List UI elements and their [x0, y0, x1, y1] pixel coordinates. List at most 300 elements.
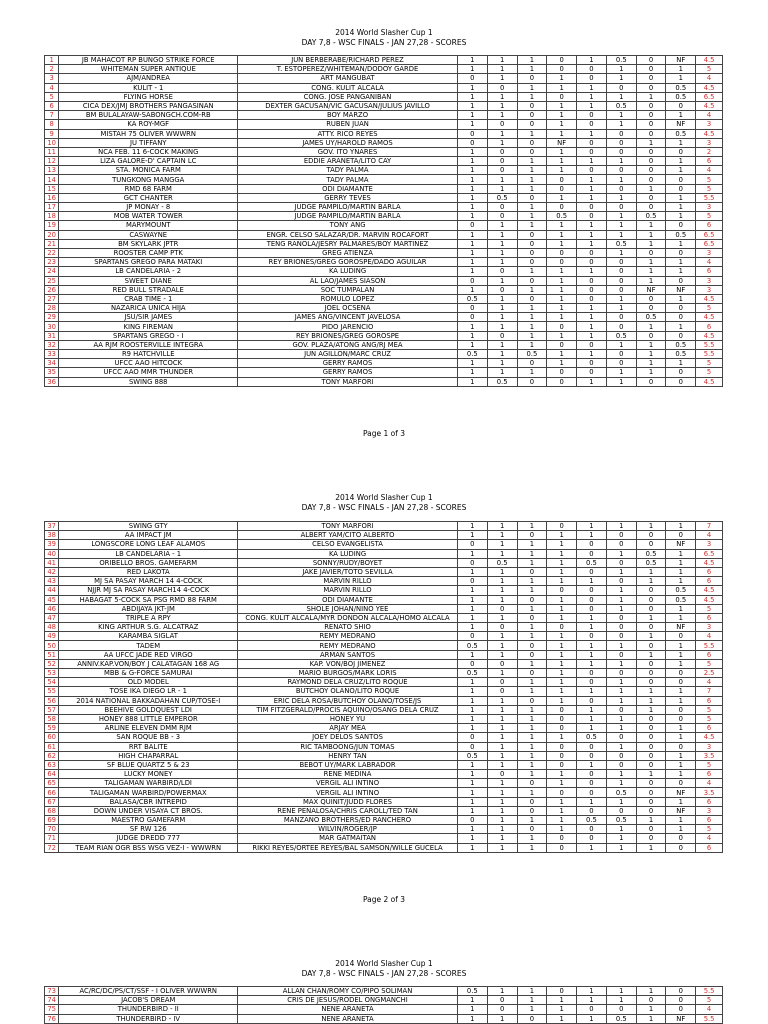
total-score: 3: [696, 276, 723, 285]
fight-1: 1: [457, 843, 487, 852]
fight-3: 0: [517, 120, 547, 129]
fight-2: 0: [487, 659, 517, 668]
fight-2: 1: [487, 714, 517, 723]
fight-6: 0: [606, 267, 636, 276]
total-score: 5: [696, 65, 723, 74]
total-score: 5: [696, 714, 723, 723]
entry-name: SAN ROQUE BB - 3: [59, 733, 238, 742]
table-row: [45, 285, 723, 294]
fight-3: 1: [517, 549, 547, 558]
fight-5: 1: [577, 184, 607, 193]
fight-8: 0: [666, 705, 696, 714]
fight-4: 0: [547, 751, 577, 760]
table-row: [45, 751, 723, 760]
fight-1: 1: [457, 359, 487, 368]
fight-4: 1: [547, 276, 577, 285]
fight-3: 0: [517, 613, 547, 622]
fight-2: 1: [487, 1014, 517, 1023]
fight-5: 1: [577, 304, 607, 313]
table-row: [45, 669, 723, 678]
owner-name: KA LUDING: [238, 549, 458, 558]
total-score: 4.5: [696, 558, 723, 567]
row-number: 33: [45, 350, 59, 359]
total-score: 5: [696, 175, 723, 184]
fight-5: 1: [577, 331, 607, 340]
total-score: 5: [696, 705, 723, 714]
fight-8: 1: [666, 760, 696, 769]
fight-1: 0: [457, 659, 487, 668]
entry-name: KARAMBA SIGLAT: [59, 632, 238, 641]
table-row: [45, 987, 723, 996]
total-score: 5: [696, 212, 723, 221]
fight-3: 1: [517, 540, 547, 549]
owner-name: RIC TAMBOONG/JUN TOMAS: [238, 742, 458, 751]
fight-5: 0: [577, 595, 607, 604]
fight-5: 1: [577, 129, 607, 138]
fight-1: 1: [457, 650, 487, 659]
fight-6: 0: [606, 650, 636, 659]
total-score: 4.5: [696, 313, 723, 322]
fight-6: 1: [606, 340, 636, 349]
fight-2: 1: [487, 586, 517, 595]
fight-7: 0: [636, 111, 666, 120]
fight-6: 0: [606, 733, 636, 742]
entry-name: TADEM: [59, 641, 238, 650]
table-row: [45, 724, 723, 733]
fight-4: 0: [547, 843, 577, 852]
fight-7: 0: [636, 331, 666, 340]
fight-5: 0: [577, 586, 607, 595]
row-number: 43: [45, 577, 59, 586]
row-number: 55: [45, 687, 59, 696]
fight-4: 0: [547, 623, 577, 632]
fight-1: 1: [457, 724, 487, 733]
table-row: [45, 779, 723, 788]
owner-name: TIM FITZGERALD/PROCIS AQUINO/OSANG DELA CRUZ: [238, 705, 458, 714]
owner-name: SOC TUMPALAN: [238, 285, 458, 294]
owner-name: AL LAO/JAMES SIASON: [238, 276, 458, 285]
fight-4: 0: [547, 705, 577, 714]
fight-6: 1: [606, 641, 636, 650]
table-row: [45, 733, 723, 742]
entry-name: BALASA/CBR INTREPID: [59, 797, 238, 806]
fight-6: 0.5: [606, 816, 636, 825]
total-score: 5: [696, 184, 723, 193]
fight-8: 1: [666, 239, 696, 248]
fight-4: 1: [547, 669, 577, 678]
row-number: 48: [45, 623, 59, 632]
fight-4: 1: [547, 147, 577, 156]
entry-name: ARLINE ELEVEN DMM RJM: [59, 724, 238, 733]
fight-2: 1: [487, 641, 517, 650]
fight-8: 0: [666, 377, 696, 386]
entry-name: WHITEMAN SUPER ANTIQUE: [59, 65, 238, 74]
fight-7: 0: [636, 714, 666, 723]
fight-3: 1: [517, 65, 547, 74]
fight-7: 0: [636, 531, 666, 540]
row-number: 38: [45, 531, 59, 540]
fight-8: NF: [666, 623, 696, 632]
fight-1: 1: [457, 604, 487, 613]
table-row: [45, 696, 723, 705]
fight-8: 0: [666, 742, 696, 751]
entry-name: TEAM RIAN OGR BSS WSG VEZ-I - WWWRN: [59, 843, 238, 852]
fight-2: 1: [487, 843, 517, 852]
fight-5: 0: [577, 294, 607, 303]
row-number: 73: [45, 987, 59, 996]
fight-6: 1: [606, 595, 636, 604]
fight-4: 1: [547, 101, 577, 110]
fight-4: 1: [547, 996, 577, 1005]
fight-8: 0: [666, 987, 696, 996]
total-score: 6: [696, 221, 723, 230]
fight-2: 1: [487, 987, 517, 996]
fight-6: 0: [606, 751, 636, 760]
fight-1: 1: [457, 825, 487, 834]
entry-name: BM BULALAYAW-SABONGCH.COM-RB: [59, 111, 238, 120]
fight-7: 0.5: [636, 558, 666, 567]
fight-8: 1: [666, 267, 696, 276]
fight-1: 1: [457, 522, 487, 531]
owner-name: ROMULO LOPEZ: [238, 294, 458, 303]
fight-2: 1: [487, 760, 517, 769]
row-number: 41: [45, 558, 59, 567]
entry-name: TRIPLE A RPY: [59, 613, 238, 622]
fight-4: 0: [547, 368, 577, 377]
entry-name: DOWN UNDER VISAYA CT BROS.: [59, 806, 238, 815]
row-number: 25: [45, 276, 59, 285]
row-number: 74: [45, 996, 59, 1005]
fight-4: 1: [547, 678, 577, 687]
table-row: [45, 248, 723, 257]
owner-name: ODI DIAMANTE: [238, 184, 458, 193]
fight-6: 0: [606, 623, 636, 632]
owner-name: TONY MARFORI: [238, 377, 458, 386]
fight-2: 0: [487, 687, 517, 696]
row-number: 65: [45, 779, 59, 788]
fight-6: 0: [606, 632, 636, 641]
fight-8: 1: [666, 193, 696, 202]
owner-name: JUDGE PAMPILO/MARTIN BARLA: [238, 212, 458, 221]
fight-3: 1: [517, 788, 547, 797]
fight-6: 1: [606, 567, 636, 576]
fight-6: 1: [606, 193, 636, 202]
fight-1: 1: [457, 770, 487, 779]
owner-name: ARJAY MEA: [238, 724, 458, 733]
owner-name: ERIC DELA ROSA/BUTCHOY OLANO/TOSE/JS: [238, 696, 458, 705]
fight-4: 0: [547, 724, 577, 733]
total-score: 3: [696, 138, 723, 147]
row-number: 59: [45, 724, 59, 733]
fight-2: 1: [487, 239, 517, 248]
fight-7: 0: [636, 83, 666, 92]
row-number: 70: [45, 825, 59, 834]
fight-1: 0: [457, 742, 487, 751]
total-score: 4.5: [696, 56, 723, 65]
table-row: [45, 586, 723, 595]
fight-7: 1: [636, 987, 666, 996]
owner-name: TONY ANG: [238, 221, 458, 230]
owner-name: JAMES ANG/VINCENT JAVELOSA: [238, 313, 458, 322]
fight-8: 1: [666, 770, 696, 779]
fight-3: 0: [517, 239, 547, 248]
fight-1: 1: [457, 714, 487, 723]
fight-7: 0: [636, 806, 666, 815]
fight-6: 1: [606, 678, 636, 687]
fight-2: 1: [487, 74, 517, 83]
owner-name: JUN BERBERABE/RICHARD PEREZ: [238, 56, 458, 65]
table-row: [45, 659, 723, 668]
fight-1: 1: [457, 696, 487, 705]
entry-name: ABDIJAYA JKT-JM: [59, 604, 238, 613]
fight-6: 1: [606, 304, 636, 313]
fight-4: 1: [547, 331, 577, 340]
fight-1: 1: [457, 322, 487, 331]
fight-6: 1: [606, 230, 636, 239]
owner-name: KA LUDING: [238, 267, 458, 276]
total-score: 6: [696, 797, 723, 806]
row-number: 47: [45, 613, 59, 622]
fight-4: 0: [547, 586, 577, 595]
fight-8: 1: [666, 322, 696, 331]
total-score: 6: [696, 843, 723, 852]
fight-5: 0: [577, 138, 607, 147]
fight-4: 1: [547, 549, 577, 558]
owner-name: HENRY TAN: [238, 751, 458, 760]
entry-name: OLD MODEL: [59, 678, 238, 687]
table-row: [45, 157, 723, 166]
fight-6: 1: [606, 157, 636, 166]
total-score: 6.5: [696, 239, 723, 248]
fight-7: 0: [636, 760, 666, 769]
fight-1: 1: [457, 779, 487, 788]
total-score: 4.5: [696, 595, 723, 604]
fight-7: 0: [636, 724, 666, 733]
fight-6: 1: [606, 92, 636, 101]
fight-8: 1: [666, 733, 696, 742]
entry-name: MJ SA PASAY MARCH 14 4-COCK: [59, 577, 238, 586]
fight-2: 0: [487, 1005, 517, 1014]
fight-6: 1: [606, 586, 636, 595]
fight-5: 0: [577, 285, 607, 294]
fight-4: 0: [547, 203, 577, 212]
fight-7: 1: [636, 816, 666, 825]
owner-name: ATTY. RICO REYES: [238, 129, 458, 138]
fight-8: 0: [666, 313, 696, 322]
fight-7: 1: [636, 632, 666, 641]
fight-4: 1: [547, 294, 577, 303]
fight-8: 0: [666, 331, 696, 340]
fight-1: 1: [457, 549, 487, 558]
fight-7: 1: [636, 696, 666, 705]
fight-7: 0: [636, 175, 666, 184]
fight-1: 1: [457, 760, 487, 769]
total-score: 4.5: [696, 101, 723, 110]
fight-4: 0: [547, 322, 577, 331]
fight-4: 1: [547, 313, 577, 322]
table-row: [45, 230, 723, 239]
fight-6: 1: [606, 65, 636, 74]
fight-3: 0.5: [517, 350, 547, 359]
fight-1: 1: [457, 184, 487, 193]
table-row: [45, 193, 723, 202]
fight-5: 0: [577, 806, 607, 815]
fight-4: 1: [547, 359, 577, 368]
fight-7: 0: [636, 779, 666, 788]
table-row: [45, 350, 723, 359]
fight-6: 1: [606, 111, 636, 120]
owner-name: JAKE JAVIER/TOTO SEVILLA: [238, 567, 458, 576]
fight-5: 0: [577, 368, 607, 377]
fight-7: 0: [636, 56, 666, 65]
total-score: 4.5: [696, 733, 723, 742]
table-row: [45, 613, 723, 622]
entry-name: SWEET DIANE: [59, 276, 238, 285]
table-row: [45, 92, 723, 101]
total-score: 6: [696, 770, 723, 779]
fight-4: 1: [547, 816, 577, 825]
fight-3: 0: [517, 138, 547, 147]
fight-8: 1: [666, 650, 696, 659]
entry-name: CICA DEX/JMJ BROTHERS PANGASINAN: [59, 101, 238, 110]
fight-5: 1: [577, 1014, 607, 1023]
fight-2: 1: [487, 248, 517, 257]
total-score: 4: [696, 678, 723, 687]
fight-4: 1: [547, 696, 577, 705]
fight-1: 1: [457, 368, 487, 377]
fight-4: 1: [547, 604, 577, 613]
fight-3: 1: [517, 203, 547, 212]
entry-name: THUNDERBIRD - II: [59, 1005, 238, 1014]
fight-8: 0: [666, 184, 696, 193]
fight-5: 1: [577, 687, 607, 696]
fight-4: 0: [547, 258, 577, 267]
fight-8: 1: [666, 558, 696, 567]
total-score: 6: [696, 322, 723, 331]
fight-1: 0.5: [457, 987, 487, 996]
fight-6: 1: [606, 212, 636, 221]
entry-name: RED BULL STRADALE: [59, 285, 238, 294]
owner-name: NENE ARANETA: [238, 1014, 458, 1023]
fight-3: 0: [517, 641, 547, 650]
fight-2: 1: [487, 705, 517, 714]
row-number: 67: [45, 797, 59, 806]
fight-5: 1: [577, 193, 607, 202]
fight-3: 1: [517, 678, 547, 687]
fight-5: 1: [577, 230, 607, 239]
entry-name: AA IMPACT JM: [59, 531, 238, 540]
fight-7: 0: [636, 751, 666, 760]
total-score: 3: [696, 806, 723, 815]
fight-1: 1: [457, 166, 487, 175]
total-score: 4.5: [696, 331, 723, 340]
total-score: 3: [696, 285, 723, 294]
fight-5: 0: [577, 770, 607, 779]
entry-name: JSU/SIR JAMES: [59, 313, 238, 322]
table-row: [45, 996, 723, 1005]
row-number: 4: [45, 83, 59, 92]
fight-1: 1: [457, 340, 487, 349]
fight-3: 1: [517, 1005, 547, 1014]
entry-name: JACOB'S DREAM: [59, 996, 238, 1005]
fight-1: 0: [457, 540, 487, 549]
fight-5: 1: [577, 714, 607, 723]
fight-1: 1: [457, 623, 487, 632]
fight-8: 0: [666, 843, 696, 852]
fight-2: 1: [487, 294, 517, 303]
entry-name: R9 HATCHVILLE: [59, 350, 238, 359]
fight-5: 1: [577, 613, 607, 622]
fight-3: 1: [517, 816, 547, 825]
fight-5: 1: [577, 797, 607, 806]
fight-7: 0.5: [636, 212, 666, 221]
fight-4: 0: [547, 248, 577, 257]
fight-7: 0: [636, 74, 666, 83]
entry-name: LONGSCORE LONG LEAF ALAMOS: [59, 540, 238, 549]
fight-1: 0.5: [457, 669, 487, 678]
owner-name: TADY PALMA: [238, 175, 458, 184]
fight-5: 0: [577, 788, 607, 797]
fight-6: 0: [606, 313, 636, 322]
fight-1: 1: [457, 687, 487, 696]
entry-name: ANNIV.KAP.VON/BOY J CALATAGAN 168 AG: [59, 659, 238, 668]
fight-3: 0: [517, 74, 547, 83]
row-number: 42: [45, 567, 59, 576]
row-number: 49: [45, 632, 59, 641]
fight-2: 1: [487, 816, 517, 825]
total-score: 5.5: [696, 641, 723, 650]
fight-6: 1: [606, 825, 636, 834]
fight-5: 1: [577, 101, 607, 110]
fight-2: 1: [487, 613, 517, 622]
table-row: [45, 331, 723, 340]
owner-name: TADY PALMA: [238, 166, 458, 175]
fight-2: 1: [487, 175, 517, 184]
row-number: 40: [45, 549, 59, 558]
fight-4: 1: [547, 350, 577, 359]
fight-1: 0: [457, 138, 487, 147]
owner-name: EDDIE ARANETA/LITO CAY: [238, 157, 458, 166]
fight-1: 1: [457, 56, 487, 65]
entry-name: MBB & G-FORCE SAMURAI: [59, 669, 238, 678]
row-number: 18: [45, 212, 59, 221]
total-score: 4: [696, 779, 723, 788]
page-2-footer: Page 2 of 3: [362, 895, 406, 904]
entry-name: LB CANDELARIA - 2: [59, 267, 238, 276]
fight-5: 1: [577, 267, 607, 276]
fight-4: 0: [547, 65, 577, 74]
fight-1: 1: [457, 111, 487, 120]
entry-name: TOSE IKA DIEGO LR - 1: [59, 687, 238, 696]
fight-1: 1: [457, 248, 487, 257]
fight-3: 1: [517, 304, 547, 313]
fight-5: 1: [577, 650, 607, 659]
fight-1: 1: [457, 613, 487, 622]
table-row: [45, 184, 723, 193]
fight-3: 1: [517, 322, 547, 331]
fight-1: 1: [457, 147, 487, 156]
table-row: [45, 377, 723, 386]
owner-name: ALBERT YAM/CITO ALBERTO: [238, 531, 458, 540]
owner-name: GREG ATIENZA: [238, 248, 458, 257]
entry-name: NJJR MJ SA PASAY MARCH14 4-COCK: [59, 586, 238, 595]
table-row: [45, 540, 723, 549]
entry-name: MAESTRO GAMEFARM: [59, 816, 238, 825]
fight-2: 1: [487, 138, 517, 147]
fight-4: 0: [547, 834, 577, 843]
fight-4: 1: [547, 797, 577, 806]
fight-3: 1: [517, 623, 547, 632]
